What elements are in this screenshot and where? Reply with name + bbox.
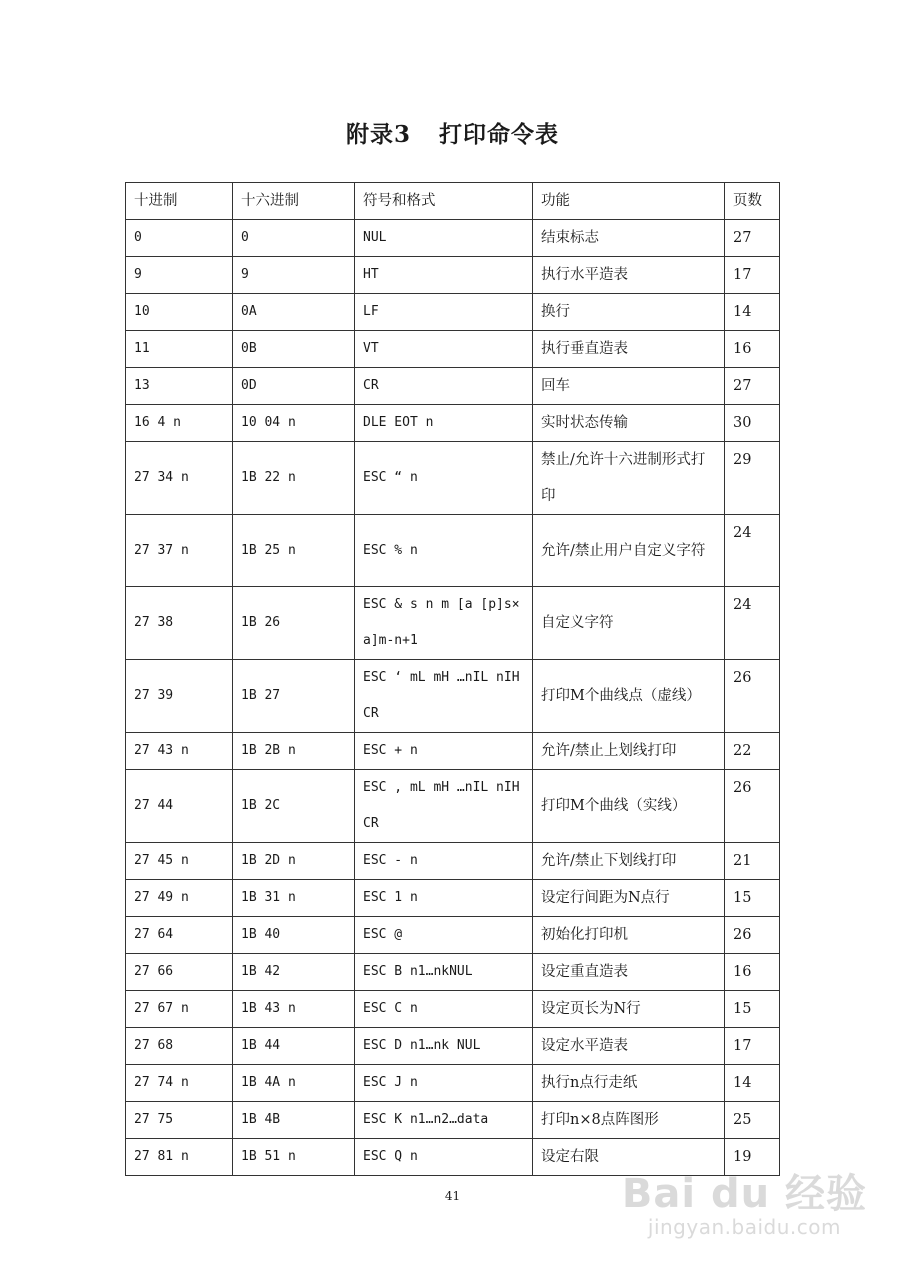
decimal-cell: 27 81 n — [126, 1139, 233, 1176]
function-cell: 设定行间距为N点行 — [533, 880, 725, 917]
print-command-table — [125, 182, 780, 1176]
function-cell: 回车 — [533, 368, 725, 405]
format-cell: ESC “ n — [355, 442, 533, 515]
hex-cell: 0B — [233, 331, 355, 368]
function-cell: 换行 — [533, 294, 725, 331]
page-title — [0, 116, 905, 149]
hex-cell: 1B 27 — [233, 660, 355, 733]
table-row — [126, 991, 780, 1028]
table-row — [126, 1065, 780, 1102]
decimal-cell: 27 37 n — [126, 515, 233, 587]
page-cell: 24 — [725, 515, 780, 587]
page-cell: 26 — [725, 660, 780, 733]
function-cell: 执行垂直造表 — [533, 331, 725, 368]
format-cell: CR — [355, 368, 533, 405]
decimal-cell: 27 45 n — [126, 843, 233, 880]
header-function: 功能 — [533, 183, 725, 220]
page-cell: 27 — [725, 220, 780, 257]
hex-cell: 0A — [233, 294, 355, 331]
hex-cell: 1B 40 — [233, 917, 355, 954]
page-cell: 24 — [725, 587, 780, 660]
hex-cell: 1B 2D n — [233, 843, 355, 880]
decimal-cell: 16 4 n — [126, 405, 233, 442]
page-cell: 22 — [725, 733, 780, 770]
hex-cell: 1B 51 n — [233, 1139, 355, 1176]
format-cell: ESC ‘ mL mH …nIL nIH CR — [355, 660, 533, 733]
decimal-cell: 0 — [126, 220, 233, 257]
hex-cell: 1B 4A n — [233, 1065, 355, 1102]
page-cell: 27 — [725, 368, 780, 405]
table-header-row — [126, 183, 780, 220]
page-cell: 15 — [725, 880, 780, 917]
table-row — [126, 331, 780, 368]
format-cell: NUL — [355, 220, 533, 257]
decimal-cell: 9 — [126, 257, 233, 294]
table-row — [126, 220, 780, 257]
function-cell: 设定右限 — [533, 1139, 725, 1176]
watermark-logo: Bai du 经验 — [621, 1171, 867, 1217]
page-cell: 17 — [725, 257, 780, 294]
format-cell: ESC D n1…nk NUL — [355, 1028, 533, 1065]
format-cell: ESC @ — [355, 917, 533, 954]
decimal-cell: 27 74 n — [126, 1065, 233, 1102]
function-cell: 设定重直造表 — [533, 954, 725, 991]
page-cell: 17 — [725, 1028, 780, 1065]
page-cell: 26 — [725, 917, 780, 954]
page-cell: 30 — [725, 405, 780, 442]
table-row — [126, 917, 780, 954]
format-cell: ESC , mL mH …nIL nIH CR — [355, 770, 533, 843]
table-row — [126, 843, 780, 880]
page-cell: 16 — [725, 954, 780, 991]
table-row — [126, 368, 780, 405]
format-cell: ESC + n — [355, 733, 533, 770]
format-cell: DLE EOT n — [355, 405, 533, 442]
hex-cell: 1B 43 n — [233, 991, 355, 1028]
function-cell: 打印M个曲线（实线） — [533, 770, 725, 843]
table-row — [126, 1139, 780, 1176]
hex-cell: 1B 44 — [233, 1028, 355, 1065]
hex-cell: 1B 31 n — [233, 880, 355, 917]
decimal-cell: 27 38 — [126, 587, 233, 660]
table-row — [126, 1028, 780, 1065]
format-cell: VT — [355, 331, 533, 368]
decimal-cell: 27 49 n — [126, 880, 233, 917]
table-row — [126, 587, 780, 660]
page-cell: 21 — [725, 843, 780, 880]
table-row — [126, 770, 780, 843]
decimal-cell: 27 75 — [126, 1102, 233, 1139]
function-cell: 初始化打印机 — [533, 917, 725, 954]
table-row — [126, 294, 780, 331]
function-cell: 实时状态传输 — [533, 405, 725, 442]
function-cell: 执行水平造表 — [533, 257, 725, 294]
table-row — [126, 515, 780, 587]
page-cell: 15 — [725, 991, 780, 1028]
hex-cell: 1B 25 n — [233, 515, 355, 587]
function-cell: 禁止/允许十六进制形式打印 — [533, 442, 725, 515]
page-cell: 14 — [725, 1065, 780, 1102]
format-cell: LF — [355, 294, 533, 331]
page-cell: 19 — [725, 1139, 780, 1176]
function-cell: 自定义字符 — [533, 587, 725, 660]
page-cell: 26 — [725, 770, 780, 843]
hex-cell: 1B 2B n — [233, 733, 355, 770]
table-row — [126, 1102, 780, 1139]
appendix-title: 打印命令表 — [439, 121, 559, 148]
header-page: 页数 — [725, 183, 780, 220]
hex-cell: 1B 26 — [233, 587, 355, 660]
function-cell: 允许/禁止用户自定义字符 — [533, 515, 725, 587]
decimal-cell: 11 — [126, 331, 233, 368]
function-cell: 允许/禁止上划线打印 — [533, 733, 725, 770]
decimal-cell: 27 66 — [126, 954, 233, 991]
decimal-cell: 27 34 n — [126, 442, 233, 515]
page-cell: 25 — [725, 1102, 780, 1139]
format-cell: ESC & s n m [a [p]s×a]m-n+1 — [355, 587, 533, 660]
format-cell: ESC 1 n — [355, 880, 533, 917]
table-row — [126, 405, 780, 442]
decimal-cell: 10 — [126, 294, 233, 331]
function-cell: 打印M个曲线点（虚线） — [533, 660, 725, 733]
hex-cell: 1B 42 — [233, 954, 355, 991]
hex-cell: 1B 22 n — [233, 442, 355, 515]
decimal-cell: 13 — [126, 368, 233, 405]
format-cell: ESC K n1…n2…data — [355, 1102, 533, 1139]
format-cell: ESC % n — [355, 515, 533, 587]
header-hex: 十六进制 — [233, 183, 355, 220]
page-cell: 14 — [725, 294, 780, 331]
format-cell: ESC Q n — [355, 1139, 533, 1176]
watermark-url: jingyan.baidu.com — [647, 1215, 841, 1239]
table-row — [126, 442, 780, 515]
appendix-label: 附录3 — [345, 121, 411, 148]
decimal-cell: 27 39 — [126, 660, 233, 733]
page-cell: 16 — [725, 331, 780, 368]
format-cell: ESC - n — [355, 843, 533, 880]
hex-cell: 9 — [233, 257, 355, 294]
page-cell: 29 — [725, 442, 780, 515]
table-row — [126, 660, 780, 733]
table-row — [126, 880, 780, 917]
function-cell: 执行n点行走纸 — [533, 1065, 725, 1102]
table-row — [126, 733, 780, 770]
hex-cell: 1B 2C — [233, 770, 355, 843]
function-cell: 设定页长为N行 — [533, 991, 725, 1028]
decimal-cell: 27 68 — [126, 1028, 233, 1065]
format-cell: ESC B n1…nkNUL — [355, 954, 533, 991]
hex-cell: 1B 4B — [233, 1102, 355, 1139]
decimal-cell: 27 44 — [126, 770, 233, 843]
hex-cell: 0 — [233, 220, 355, 257]
format-cell: ESC C n — [355, 991, 533, 1028]
function-cell: 打印n×8点阵图形 — [533, 1102, 725, 1139]
function-cell: 设定水平造表 — [533, 1028, 725, 1065]
decimal-cell: 27 43 n — [126, 733, 233, 770]
table-row — [126, 954, 780, 991]
function-cell: 结束标志 — [533, 220, 725, 257]
format-cell: ESC J n — [355, 1065, 533, 1102]
hex-cell: 0D — [233, 368, 355, 405]
table-row — [126, 257, 780, 294]
decimal-cell: 27 64 — [126, 917, 233, 954]
page-number: 41 — [444, 1189, 461, 1203]
hex-cell: 10 04 n — [233, 405, 355, 442]
function-cell: 允许/禁止下划线打印 — [533, 843, 725, 880]
header-symbol-format: 符号和格式 — [355, 183, 533, 220]
baidu-jingyan-watermark — [622, 1172, 867, 1238]
format-cell: HT — [355, 257, 533, 294]
header-decimal: 十进制 — [126, 183, 233, 220]
decimal-cell: 27 67 n — [126, 991, 233, 1028]
